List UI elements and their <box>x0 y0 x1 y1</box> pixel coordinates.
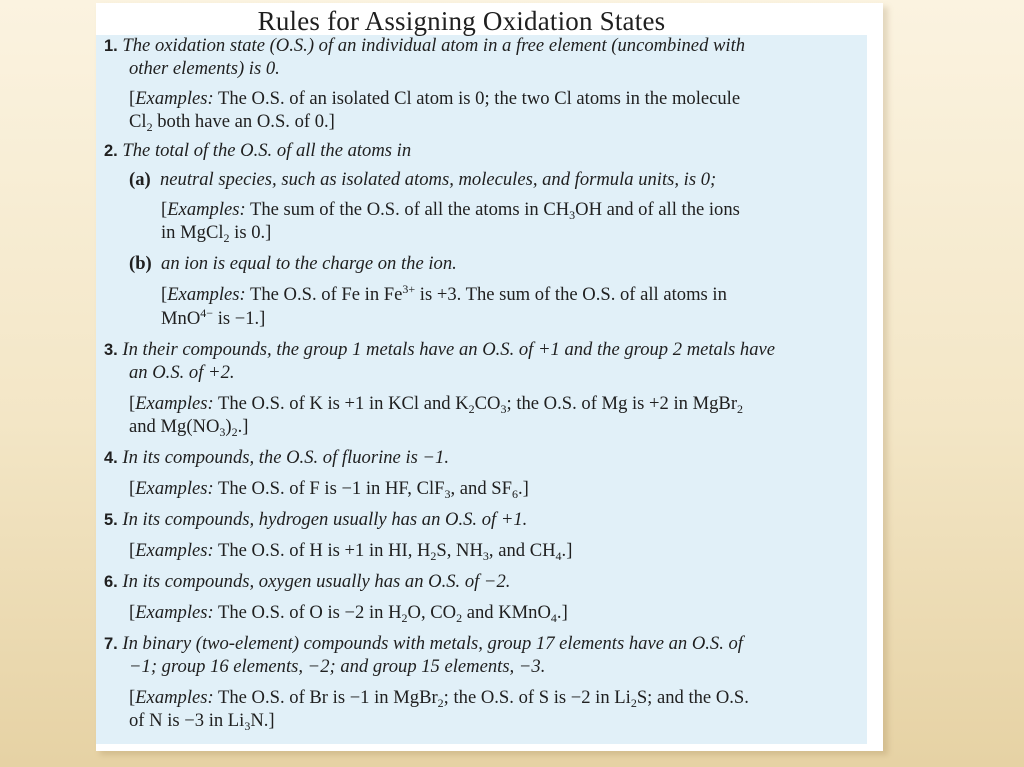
rule-5-example: [Examples: The O.S. of H is +1 in HI, $H_2S$, $NH_3$, and $CH_4$.] <box>129 540 573 563</box>
rule-2b-example-line-1: [Examples: The O.S. of Fe in $Fe^{3+}$ is +3. The sum of the O.S. of all atoms in <box>161 282 727 305</box>
rule-7-example-line-2: of N is −3 in $Li_3N$.] <box>129 710 275 733</box>
rule-1-number: 1. <box>104 37 118 55</box>
rule-2b-example-line-2: MnO$^{4-}$ is −1.] <box>161 306 266 329</box>
slide <box>96 3 883 751</box>
rule-5-number: 5. <box>104 511 118 529</box>
rule-1-example-line-1: [Examples: The O.S. of an isolated Cl atom is 0; the two Cl atoms in the molecule <box>129 88 741 109</box>
rule-4-example: [Examples: The O.S. of F is −1 in HF, ClF$_3$, and $SF_6$.] <box>129 478 529 501</box>
rule-3-example-line-1: [Examples: The O.S. of K is +1 in KCl and $K_2CO_3$; the O.S. of Mg is +2 in MgBr$_2$ <box>129 393 744 416</box>
rule-2a-example-line-2: in MgCl$_2$ is 0.] <box>161 222 272 245</box>
rule-4-statement: 4. In its compounds, the O.S. of fluorine is −1. <box>104 447 449 468</box>
rule-7-statement-line-1: 7. In binary (two-element) compounds with metals, group 17 elements have an O.S. of <box>104 633 743 654</box>
rule-1-statement-line-1: 1. The oxidation state (O.S.) of an individual atom in a free element (uncombined with <box>104 35 746 56</box>
rule-7-statement-line-2: −1; group 16 elements, −2; and group 15 elements, −3. <box>129 656 546 677</box>
rule-5-statement: 5. In its compounds, hydrogen usually has an O.S. of +1. <box>104 509 528 530</box>
page-title: Rules for Assigning Oxidation States <box>257 6 666 36</box>
rule-3-statement-line-2: an O.S. of +2. <box>129 362 235 383</box>
rule-2a-statement: (a) neutral species, such as isolated atoms, molecules, and formula units, is 0; <box>129 169 717 190</box>
rule-4-number: 4. <box>104 449 118 467</box>
rule-3-statement-line-1: 3. In their compounds, the group 1 metals have an O.S. of +1 and the group 2 metals have <box>104 339 775 360</box>
rule-6-example: [Examples: The O.S. of O is −2 in $H_2O$, $CO_2$ and KMnO$_4$.] <box>129 602 568 625</box>
rule-2-statement: 2. The total of the O.S. of all the atoms in <box>104 140 412 161</box>
rule-6-statement: 6. In its compounds, oxygen usually has an O.S. of −2. <box>104 571 511 592</box>
rule-1-example-line-2: $Cl_2$ both have an O.S. of 0.] <box>129 111 335 134</box>
rule-2-number: 2. <box>104 142 118 160</box>
rule-3-example-line-2: and $Mg(NO_3)_2$.] <box>129 416 249 439</box>
rule-1-statement-line-2: other elements) is 0. <box>129 58 280 79</box>
rule-2b-statement: (b) an ion is equal to the charge on the ion. <box>129 253 457 274</box>
rule-6-number: 6. <box>104 573 118 591</box>
rule-7-example-line-1: [Examples: The O.S. of Br is −1 in MgBr$_2$; the O.S. of S is −2 in $Li_2S$; and the O.S. <box>129 687 749 710</box>
rule-2a-example-line-1: [Examples: The sum of the O.S. of all the atoms in $CH_3OH$ and of all the ions <box>161 199 740 222</box>
rule-7-number: 7. <box>104 635 118 653</box>
rule-3-number: 3. <box>104 341 118 359</box>
